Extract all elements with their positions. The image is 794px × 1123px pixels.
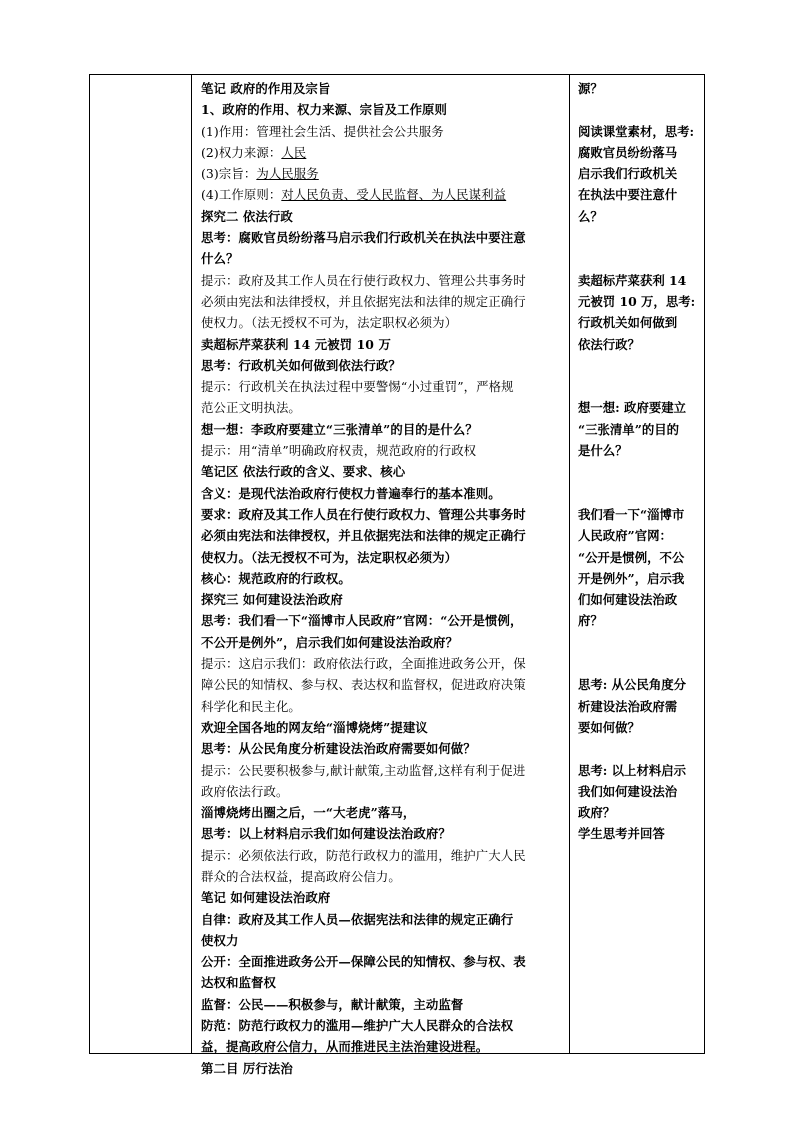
note-line: (2)权力来源：人民 <box>201 144 307 160</box>
note-line: 公开：全面推进政务公开—保障公民的知情权、参与权、表 <box>201 954 526 970</box>
underlined-answer: 对人民负责、受人民监督、为人民谋利益 <box>281 187 507 203</box>
note-line: 要求：政府及其工作人员在行使行政权力、管理公共事务时 <box>201 506 526 522</box>
activity-line: 们如何建设法治政 <box>578 592 678 608</box>
activity-line: 学生思考并回答 <box>578 826 665 842</box>
activity-line: 人民政府”官网： <box>578 528 672 544</box>
hint-line: 提示：用“清单”明确政府权责，规范政府的行政权 <box>201 443 477 459</box>
activity-line: 卖超标芹菜获利 14 <box>578 272 687 288</box>
hint-line: 提示：政府及其工作人员在行使行政权力、管理公共事务时 <box>201 272 526 288</box>
question-line: 思考：腐败官员纷纷落马启示我们行政机关在执法中要注意 <box>201 230 526 246</box>
activity-line: 元被罚 10 万，思考: <box>578 293 696 309</box>
note-line: 防范：防范行政权力的滥用—维护广大人民群众的合法权 <box>201 1018 514 1034</box>
hint-line: 提示：行政机关在执法过程中要警惕“小过重罚”，严格规 <box>201 379 514 395</box>
hint-line: 提示：必须依法行政，防范行政权力的滥用，维护广大人民 <box>201 847 526 863</box>
hint-line: 政府依法行政。 <box>201 783 289 799</box>
activity-line: “公开是惯例，不公 <box>578 549 685 565</box>
note-subheading: 1、政府的作用、权力来源、宗旨及工作原则 <box>201 102 448 118</box>
note-heading: 笔记区 依法行政的含义、要求、核心 <box>201 464 406 480</box>
activity-line: 思考: 以上材料启示 <box>578 762 687 778</box>
hint-line: 群众的合法权益，提高政府公信力。 <box>201 868 401 884</box>
question-line: 思考：行政机关如何做到依法行政？ <box>201 357 401 373</box>
activity-line: 我们看一下“淄博市 <box>578 506 685 522</box>
hint-line: 障公民的知情权、参与权、表达权和监督权，促进政府决策 <box>201 677 526 693</box>
activity-line: 行政机关如何做到 <box>578 315 678 331</box>
question-line: 思考：以上材料启示我们如何建设法治政府？ <box>201 826 451 842</box>
hint-line: 必须由宪法和法律授权，并且依据宪法和法律的规定正确行 <box>201 293 526 309</box>
material-title: 欢迎全国各地的网友给“淄博烧烤”提建议 <box>201 719 428 735</box>
note-heading: 笔记 如何建设法治政府 <box>201 890 331 906</box>
activity-line: 开是例外”，启示我 <box>578 570 685 586</box>
activity-line: 思考: 从公民角度分 <box>578 677 687 693</box>
material-title: 淄博烧烤出圈之后，一“大老虎”落马， <box>201 805 416 821</box>
activity-line: 是什么？ <box>578 443 628 459</box>
hint-line: 范公正文明执法。 <box>201 400 301 416</box>
note-line: (1)作用：管理社会生活、提供社会公共服务 <box>201 123 444 139</box>
underlined-answer: 为人民服务 <box>256 166 319 182</box>
activity-line: 我们如何建设法治 <box>578 783 678 799</box>
lesson-plan-table <box>89 74 705 1076</box>
activity-line: “三张清单”的目的 <box>578 421 679 437</box>
activity-line: 腐败官员纷纷落马 <box>578 144 678 160</box>
activity-line: 要如何做？ <box>578 719 640 735</box>
note-line: 益，提高政府公信力，从而推进民主法治建设进程。 <box>201 1039 489 1055</box>
note-line: (3)宗旨：为人民服务 <box>201 166 319 182</box>
activity-line: 阅读课堂素材，思考: <box>578 123 695 139</box>
note-line: 使权力 <box>201 932 239 948</box>
hint-line: 科学化和民主化。 <box>201 698 301 714</box>
activity-line: 启示我们行政机关 <box>578 166 678 182</box>
question-line: 想一想：李政府要建立“三张清单”的目的是什么？ <box>201 421 478 437</box>
note-line: 核心：规范政府的行政权。 <box>201 570 351 586</box>
material-title: 卖超标芹菜获利 14 元被罚 10 万 <box>201 336 391 352</box>
question-line: 思考：我们看一下“淄博市人民政府”官网：“公开是惯例， <box>201 613 523 629</box>
note-line: 必须由宪法和法律授权，并且依据宪法和法律的规定正确行 <box>201 528 526 544</box>
activity-line: 么？ <box>578 208 603 224</box>
hint-line: 使权力。（法无授权不可为，法定职权必须为） <box>201 315 458 331</box>
section-heading: 探究三 如何建设法治政府 <box>201 592 343 608</box>
column-divider-1 <box>191 75 192 1053</box>
activity-line: 想一想: 政府要建立 <box>578 400 687 416</box>
underlined-answer: 人民 <box>281 144 307 160</box>
note-line: (4)工作原则：对人民负责、受人民监督、为人民谋利益 <box>201 187 507 203</box>
activity-line: 析建设法治政府需 <box>578 698 678 714</box>
content-column <box>201 78 567 1079</box>
note-line: 使权力。（法无授权不可为，法定职权必须为） <box>201 549 458 565</box>
activity-line: 源？ <box>578 81 603 96</box>
section-heading: 探究二 依法行政 <box>201 208 293 224</box>
question-line: 思考：从公民角度分析建设法治政府需要如何做？ <box>201 741 476 757</box>
note-heading: 笔记 政府的作用及宗旨 <box>201 81 331 96</box>
subsection-heading: 第二目 厉行法治 <box>201 1060 293 1076</box>
activity-line: 在执法中要注意什 <box>578 187 678 203</box>
question-line: 什么？ <box>201 251 239 267</box>
activity-line: 政府？ <box>578 805 616 821</box>
column-divider-2 <box>569 75 570 1053</box>
activity-column <box>578 78 702 845</box>
note-line: 含义：是现代法治政府行使权力普遍奉行的基本准则。 <box>201 485 501 501</box>
hint-line: 提示：公民要积极参与,献计献策,主动监督,这样有利于促进 <box>201 762 526 778</box>
activity-line: 依法行政？ <box>578 336 640 352</box>
activity-line: 府？ <box>578 613 603 629</box>
note-line: 达权和监督权 <box>201 975 276 991</box>
question-line: 不公开是例外”，启示我们如何建设法治政府？ <box>201 634 459 650</box>
note-line: 自律：政府及其工作人员—依据宪法和法律的规定正确行 <box>201 911 514 927</box>
note-line: 监督：公民——积极参与，献计献策，主动监督 <box>201 996 464 1012</box>
hint-line: 提示：这启示我们：政府依法行政，全面推进政务公开，保 <box>201 656 526 672</box>
